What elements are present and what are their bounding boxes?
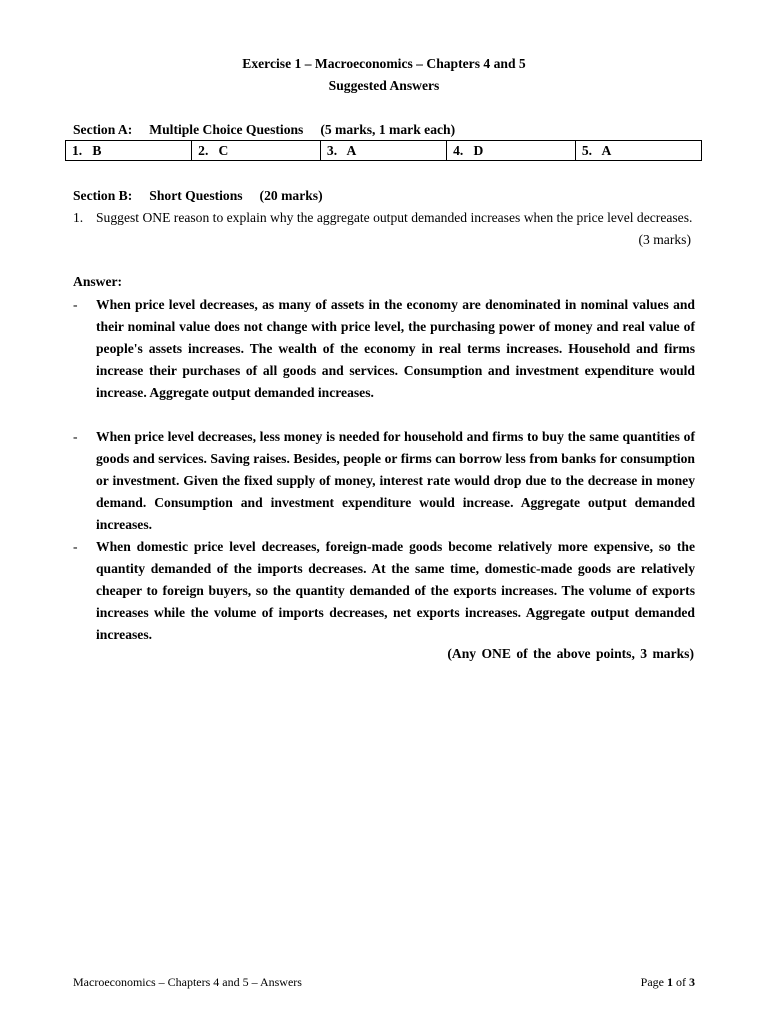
question-1 bbox=[73, 207, 695, 247]
table-row bbox=[66, 141, 702, 161]
document-title: Exercise 1 – Macroeconomics – Chapters 4 and 5 bbox=[242, 56, 526, 71]
page-of: of bbox=[676, 975, 686, 989]
page-total: 3 bbox=[689, 975, 695, 989]
bullet-dash: - bbox=[73, 297, 78, 312]
answer-label: Answer: bbox=[73, 274, 123, 289]
answer-point-1 bbox=[73, 294, 695, 404]
mcq-answer-2: 2. C bbox=[192, 141, 321, 161]
section-a-heading: Section A: Multiple Choice Questions (5 marks, 1 mark each) bbox=[73, 122, 456, 137]
mcq-answer-3: 3. A bbox=[320, 141, 446, 161]
answer-point-text: When domestic price level decreases, foreign-made goods become relatively more expensive, so the quantity demanded of the imports decreases. At the same time, domestic-made goods are relatively cheaper to foreign buyers, so the quantity demanded of the exports increases. The volume of exports increases while the volume of imports decreases, net exports increases. Aggregate output demanded increases. bbox=[96, 539, 695, 642]
question-marks: (3 marks) bbox=[638, 232, 691, 247]
mcq-answer-5: 5. A bbox=[575, 141, 701, 161]
mcq-answer-table bbox=[65, 140, 702, 161]
question-number: 1. bbox=[73, 210, 84, 225]
bullet-dash: - bbox=[73, 539, 78, 554]
question-text: Suggest ONE reason to explain why the aggregate output demanded increases when the price level decreases. bbox=[96, 210, 693, 225]
answer-point-text: When price level decreases, less money is needed for household and firms to buy the same quantities of goods and services. Saving raises. Besides, people or firms can borrow less from banks for consumption or investment. Given the fixed supply of money, interest rate would drop due to the decrease in money demand. Consumption and investment expenditure would increase. Aggregate output demanded increases. bbox=[96, 429, 695, 532]
bullet-dash: - bbox=[73, 429, 78, 444]
page-current: 1 bbox=[667, 975, 673, 989]
page-number bbox=[641, 975, 695, 990]
answer-point-text: When price level decreases, as many of assets in the economy are denominated in nominal values and their nominal value does not change with price level, the purchasing power of money and real value of people's assets increases. The wealth of the economy in real terms increases. Household and firms increase their purchases of all goods and services. Consumption and investment expenditure would increase. Aggregate output demanded increases. bbox=[96, 297, 695, 400]
section-b-heading: Section B: Short Questions (20 marks) bbox=[73, 188, 323, 203]
page-label: Page bbox=[640, 975, 664, 989]
answer-point-3 bbox=[73, 536, 695, 646]
document-subtitle: Suggested Answers bbox=[328, 78, 440, 93]
mcq-answer-4: 4. D bbox=[447, 141, 576, 161]
marking-note: (Any ONE of the above points, 3 marks) bbox=[447, 646, 694, 661]
mcq-answer-1: 1. B bbox=[66, 141, 192, 161]
answer-point-2 bbox=[73, 426, 695, 536]
footer-title: Macroeconomics – Chapters 4 and 5 – Answers bbox=[73, 975, 302, 989]
